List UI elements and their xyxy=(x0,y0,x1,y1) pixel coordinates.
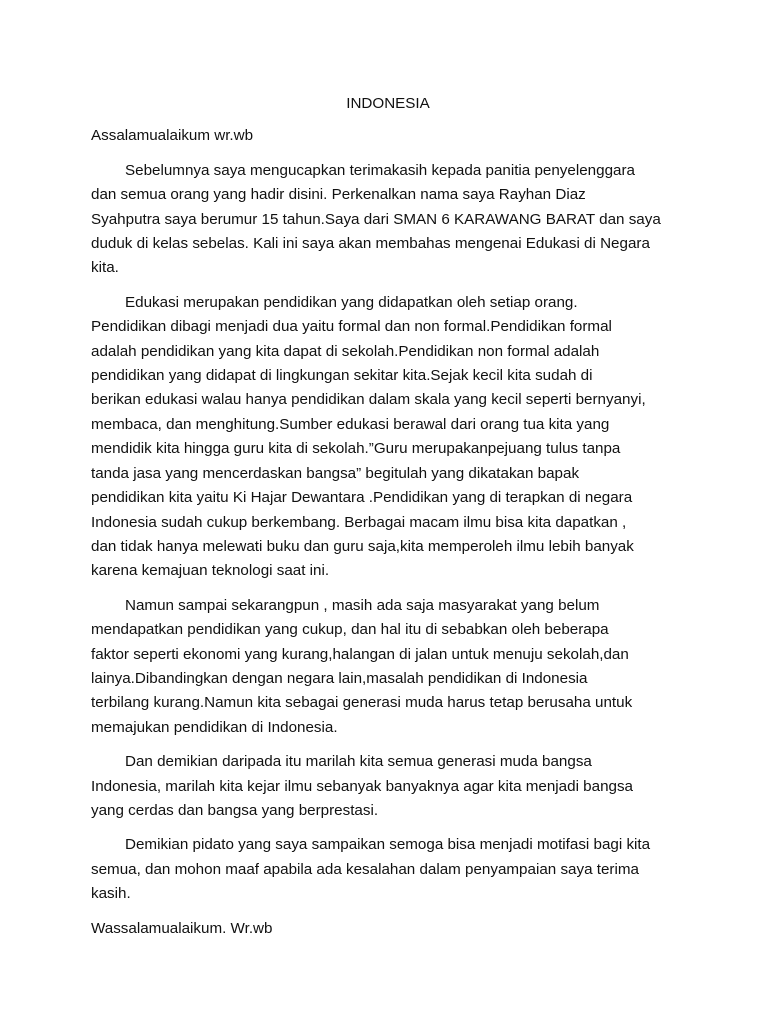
document-title: INDONESIA xyxy=(346,95,430,112)
closing-text: Wassalamualaikum. Wr.wb xyxy=(91,919,273,937)
paragraph-line: mendidik kita hingga guru kita di sekolah.”Guru merupakanpejuang tulus tanpa xyxy=(91,440,621,458)
paragraph-line: Syahputra saya berumur 15 tahun.Saya dari SMAN 6 KARAWANG BARAT dan saya xyxy=(91,210,661,228)
paragraph-conclusion xyxy=(91,833,691,906)
paragraph-line: Indonesia sudah cukup berkembang. Berbagai macam ilmu bisa kita dapatkan , xyxy=(91,513,627,531)
paragraph-line: dan semua orang yang hadir disini. Perkenalkan nama saya Rayhan Diaz xyxy=(91,186,586,204)
paragraph-problems xyxy=(91,594,691,740)
paragraph-line: Demikian pidato yang saya sampaikan semoga bisa menjadi motifasi bagi kita xyxy=(125,836,651,854)
paragraph-line: kita. xyxy=(91,259,119,277)
paragraph-line: karena kemajuan teknologi saat ini. xyxy=(91,562,330,580)
paragraph-call-to-action xyxy=(91,750,691,823)
paragraph-line: tanda jasa yang mencerdaskan bangsa” begitulah yang dikatakan bapak xyxy=(91,464,580,482)
paragraph-line: dan tidak hanya melewati buku dan guru saja,kita memperoleh ilmu lebih banyak xyxy=(91,537,634,555)
paragraph-line: faktor seperti ekonomi yang kurang,halangan di jalan untuk menuju sekolah,dan xyxy=(91,645,629,663)
paragraph-line: memajukan pendidikan di Indonesia. xyxy=(91,718,338,736)
paragraph-line: yang cerdas dan bangsa yang berprestasi. xyxy=(91,801,379,819)
paragraph-introduction xyxy=(91,159,691,281)
paragraph-line: Indonesia, marilah kita kejar ilmu sebanyak banyaknya agar kita menjadi bangsa xyxy=(91,777,633,795)
paragraph-line: Sebelumnya saya mengucapkan terimakasih kepada panitia penyelenggara xyxy=(125,161,635,179)
paragraph-line: pendidikan yang didapat di lingkungan sekitar kita.Sejak kecil kita sudah di xyxy=(91,367,593,385)
paragraph-line: berikan edukasi walau hanya pendidikan dalam skala yang kecil seperti bernyanyi, xyxy=(91,391,646,409)
paragraph-line: Pendidikan dibagi menjadi dua yaitu formal dan non formal.Pendidikan formal xyxy=(91,318,612,336)
paragraph-line: Edukasi merupakan pendidikan yang didapatkan oleh setiap orang. xyxy=(125,293,578,311)
paragraph-line: duduk di kelas sebelas. Kali ini saya akan membahas mengenai Edukasi di Negara xyxy=(91,235,650,253)
paragraph-line: semua, dan mohon maaf apabila ada kesalahan dalam penyampaian saya terima xyxy=(91,860,639,878)
greeting-text: Assalamualaikum wr.wb xyxy=(91,127,254,145)
paragraph-line: kasih. xyxy=(91,885,131,903)
paragraph-education xyxy=(91,291,691,584)
paragraph-line: adalah pendidikan yang kita dapat di sekolah.Pendidikan non formal adalah xyxy=(91,342,600,360)
paragraph-line: Dan demikian daripada itu marilah kita semua generasi muda bangsa xyxy=(125,753,592,771)
paragraph-line: mendapatkan pendidikan yang cukup, dan hal itu di sebabkan oleh beberapa xyxy=(91,621,609,639)
paragraph-line: membaca, dan menghitung.Sumber edukasi berawal dari orang tua kita yang xyxy=(91,415,610,433)
document-page xyxy=(91,92,691,941)
paragraph-line: terbilang kurang.Namun kita sebagai generasi muda harus tetap berusaha untuk xyxy=(91,694,633,712)
paragraph-line: lainya.Dibandingkan dengan negara lain,masalah pendidikan di Indonesia xyxy=(91,669,588,687)
paragraph-line: pendidikan kita yaitu Ki Hajar Dewantara .Pendidikan yang di terapkan di negara xyxy=(91,489,633,507)
paragraph-line: Namun sampai sekarangpun , masih ada saja masyarakat yang belum xyxy=(125,596,600,614)
